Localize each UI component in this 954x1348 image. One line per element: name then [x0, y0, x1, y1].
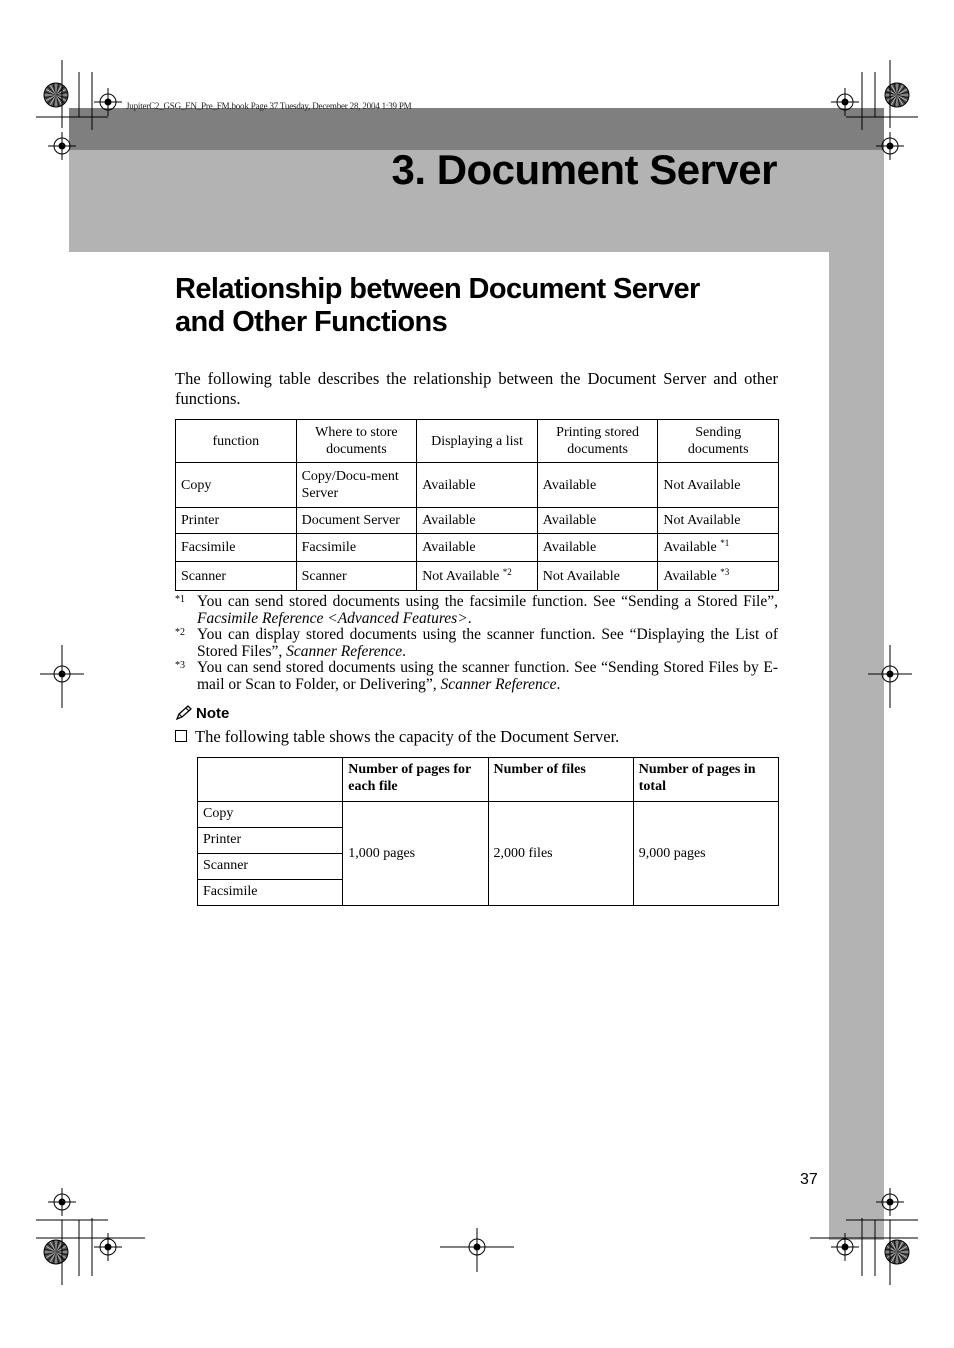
rosette-spoke	[44, 1249, 56, 1252]
rosette-spoke	[44, 1252, 56, 1255]
footnote	[175, 594, 778, 627]
table-cell-text: Facsimile	[181, 540, 236, 555]
rosette-spoke	[897, 1246, 907, 1252]
rosette-spoke	[50, 1252, 56, 1262]
table-cell-text: Available	[422, 540, 476, 555]
rosette-spoke	[897, 87, 905, 95]
table-row	[176, 534, 779, 562]
rosette-spoke	[894, 1240, 897, 1252]
note-heading	[175, 705, 229, 722]
table-cell-text: Printer	[181, 513, 220, 528]
table-cell-text: Copy/Docu-ment Server	[301, 469, 399, 501]
capacity-function-cell: Copy	[198, 802, 343, 828]
color-registration-rosette	[885, 1240, 909, 1264]
table-cell-text: Available	[422, 477, 476, 493]
note-item	[175, 727, 619, 747]
rosette-spoke	[897, 1252, 903, 1262]
table-row	[176, 463, 779, 508]
rosette-spoke	[56, 95, 64, 103]
rosette-spoke	[56, 85, 62, 95]
rosette-spoke	[56, 1246, 66, 1252]
rosette-spoke	[56, 89, 66, 95]
registration-mark	[48, 660, 76, 688]
note-heading-label: Note	[196, 705, 230, 722]
capacity-table-header-cell: Number of files	[488, 758, 633, 802]
rosette-spoke	[46, 1252, 56, 1258]
table-cell	[537, 508, 658, 534]
table-cell	[537, 562, 658, 591]
table-cell-text: Available	[422, 513, 476, 528]
header-band-dark	[69, 108, 884, 150]
capacity-table	[197, 757, 779, 906]
rosette-spoke	[885, 1252, 897, 1255]
rosette-spoke	[48, 1252, 56, 1260]
note-item-text: The following table shows the capacity of the Document Server.	[195, 727, 620, 746]
rosette-spoke	[56, 1252, 66, 1258]
footnote-text: You can send stored documents using the scanner function. See “Sending Stored Files by E-mail or Scan to Folder, or Delivering”,	[197, 659, 778, 693]
footnotes	[175, 594, 778, 693]
registration-mark	[48, 1188, 76, 1216]
table-cell-text: Not Available	[663, 477, 741, 493]
table-cell	[417, 508, 538, 534]
table-cell	[658, 562, 779, 591]
rosette-spoke	[56, 95, 62, 105]
footnote-mark: *1	[175, 594, 185, 605]
rosette-spoke	[48, 1244, 56, 1252]
pencil-icon	[175, 705, 193, 721]
table-cell	[296, 562, 417, 591]
capacity-value-cell: 2,000 files	[488, 802, 633, 906]
rosette-spoke	[56, 1252, 62, 1262]
footnote-reference: *3	[720, 566, 730, 577]
capacity-function-cell: Facsimile	[198, 880, 343, 906]
rosette-spoke	[56, 1252, 59, 1264]
function-table-header-cell: Where to store documents	[296, 420, 417, 463]
function-table-header-cell: Printing stored documents	[537, 420, 658, 463]
footnote-reference-title: Scanner Reference	[286, 642, 403, 660]
rosette-spoke	[885, 1249, 897, 1252]
footnote-mark: *2	[175, 627, 185, 638]
rosette-spoke	[46, 89, 56, 95]
rosette-spoke	[897, 1252, 909, 1255]
intro-paragraph: The following table describes the relationship between the Document Server and other functions.	[175, 369, 778, 408]
capacity-table-header-cell: Number of pages in total	[633, 758, 778, 802]
rosette-spoke	[50, 95, 56, 105]
rosette-spoke	[885, 95, 897, 98]
rosette-spoke	[56, 83, 59, 95]
footnote-end: .	[556, 675, 561, 693]
footnote-end: .	[402, 642, 407, 660]
rosette-spoke	[56, 1240, 59, 1252]
rosette-spoke	[887, 1252, 897, 1258]
rosette-spoke	[891, 1242, 897, 1252]
table-cell	[296, 463, 417, 508]
rosette-spoke	[53, 1252, 56, 1264]
table-cell-text: Scanner	[181, 568, 227, 584]
rosette-spoke	[889, 95, 897, 103]
rosette-spoke	[897, 95, 900, 107]
table-row	[176, 508, 779, 534]
table-cell	[176, 463, 297, 508]
footnote-reference: *1	[720, 538, 730, 548]
footnote	[175, 660, 778, 693]
rosette-spoke	[897, 1252, 907, 1258]
rosette-spoke	[56, 95, 68, 98]
rosette-spoke	[897, 1242, 903, 1252]
rosette-spoke	[50, 1242, 56, 1252]
section-title-line-1: Relationship between Document Server	[175, 273, 700, 305]
table-row	[198, 802, 779, 828]
section-title-line-2: and Other Functions	[175, 306, 448, 338]
rosette-spoke	[891, 95, 897, 105]
rosette-spoke	[885, 92, 897, 95]
rosette-spoke	[56, 1244, 64, 1252]
table-cell	[176, 534, 297, 562]
rosette-spoke	[897, 1244, 905, 1252]
print-header-line: JupiterC2_GSG_EN_Pre_FM.book Page 37 Tuesday, December 28, 2004 1:39 PM	[126, 101, 412, 111]
table-cell-text: Not Available	[663, 513, 741, 528]
table-cell	[296, 534, 417, 562]
table-cell	[537, 463, 658, 508]
table-cell-text: Not Available	[542, 568, 620, 584]
table-cell	[658, 508, 779, 534]
table-cell-text: Scanner	[301, 568, 347, 584]
rosette-spoke	[897, 1252, 905, 1260]
registration-mark	[463, 1233, 491, 1261]
footnote-mark: *3	[175, 660, 185, 671]
rosette-spoke	[891, 1252, 897, 1262]
footnote-end: .	[467, 609, 472, 627]
rosette-spoke	[894, 1252, 897, 1264]
rosette-spoke	[897, 95, 905, 103]
rosette-spoke	[897, 95, 903, 105]
capacity-table-header-row	[198, 758, 779, 802]
rosette-spoke	[46, 1246, 56, 1252]
rosette-spoke	[56, 95, 66, 101]
table-cell-text: Document Server	[301, 513, 400, 528]
rosette-spoke	[53, 83, 56, 95]
rosette-spoke	[891, 85, 897, 95]
function-table-header-row	[176, 420, 779, 463]
section-title	[175, 273, 795, 339]
footnote-reference-title: Scanner Reference	[440, 675, 557, 693]
chapter-title: 3. Document Server	[391, 146, 777, 193]
checkbox-bullet-icon	[175, 730, 187, 742]
table-cell-text: Available	[663, 568, 717, 584]
rosette-spoke	[56, 1252, 68, 1255]
page-number: 37	[800, 1171, 818, 1188]
rosette-spoke	[887, 89, 897, 95]
rosette-spoke	[897, 95, 909, 98]
registration-mark	[94, 1233, 122, 1261]
rosette-spoke	[50, 85, 56, 95]
rosette-spoke	[56, 95, 59, 107]
function-table-header-cell: Displaying a list	[417, 420, 538, 463]
capacity-function-cell: Printer	[198, 828, 343, 854]
footnote-reference-title: Facsimile Reference <Advanced Features>	[197, 609, 468, 627]
rosette-spoke	[887, 1246, 897, 1252]
table-cell	[176, 508, 297, 534]
table-cell-text: Available	[542, 540, 597, 555]
table-cell-text: Available	[542, 477, 597, 493]
capacity-table-header-cell: Number of pages for each file	[343, 758, 488, 802]
table-cell	[296, 508, 417, 534]
color-registration-rosette	[885, 83, 909, 107]
color-registration-rosette	[44, 83, 68, 107]
rosette-spoke	[46, 95, 56, 101]
table-cell	[537, 534, 658, 562]
color-registration-rosette	[44, 1240, 68, 1264]
function-table-header-cell: function	[176, 420, 297, 463]
table-cell	[417, 562, 538, 591]
table-cell-text: Available	[542, 513, 597, 528]
table-cell	[176, 562, 297, 591]
rosette-spoke	[894, 83, 897, 95]
rosette-spoke	[889, 87, 897, 95]
rosette-spoke	[897, 95, 907, 101]
footnote-text: You can display stored documents using the scanner function. See “Displaying the List of Stored Files”,	[197, 626, 778, 660]
table-cell-text: Available	[663, 540, 717, 555]
footnote-reference: *2	[502, 566, 512, 577]
rosette-spoke	[889, 1252, 897, 1260]
table-cell-text: Copy	[181, 477, 212, 493]
rosette-spoke	[894, 95, 897, 107]
footnote	[175, 627, 778, 660]
rosette-spoke	[56, 87, 64, 95]
capacity-function-cell: Scanner	[198, 854, 343, 880]
rosette-spoke	[897, 92, 909, 95]
rosette-spoke	[48, 87, 56, 95]
side-thumb-band	[829, 252, 884, 1240]
table-cell-text: Facsimile	[301, 540, 357, 555]
table-cell	[417, 534, 538, 562]
rosette-spoke	[897, 1240, 900, 1252]
rosette-spoke	[897, 85, 903, 95]
rosette-spoke	[56, 1249, 68, 1252]
table-cell-text: Not Available	[422, 568, 500, 584]
rosette-spoke	[897, 1252, 900, 1264]
capacity-value-cell: 9,000 pages	[633, 802, 778, 906]
footnote-text: You can send stored documents using the facsimile function. See “Sending a Stored File”,	[197, 593, 778, 610]
rosette-spoke	[44, 95, 56, 98]
rosette-spoke	[53, 95, 56, 107]
rosette-spoke	[887, 95, 897, 101]
table-row	[176, 562, 779, 591]
rosette-spoke	[48, 95, 56, 103]
rosette-spoke	[56, 92, 68, 95]
function-relationship-table	[175, 419, 779, 591]
rosette-spoke	[56, 1242, 62, 1252]
rosette-spoke	[889, 1244, 897, 1252]
table-cell	[658, 534, 779, 562]
table-cell	[658, 463, 779, 508]
rosette-spoke	[56, 1252, 64, 1260]
table-cell	[417, 463, 538, 508]
rosette-spoke	[53, 1240, 56, 1252]
capacity-value-cell: 1,000 pages	[343, 802, 488, 906]
rosette-spoke	[897, 83, 900, 95]
function-table-header-cell: Sending documents	[658, 420, 779, 463]
rosette-spoke	[897, 1249, 909, 1252]
capacity-table-header-cell	[198, 758, 343, 802]
rosette-spoke	[44, 92, 56, 95]
rosette-spoke	[897, 89, 907, 95]
